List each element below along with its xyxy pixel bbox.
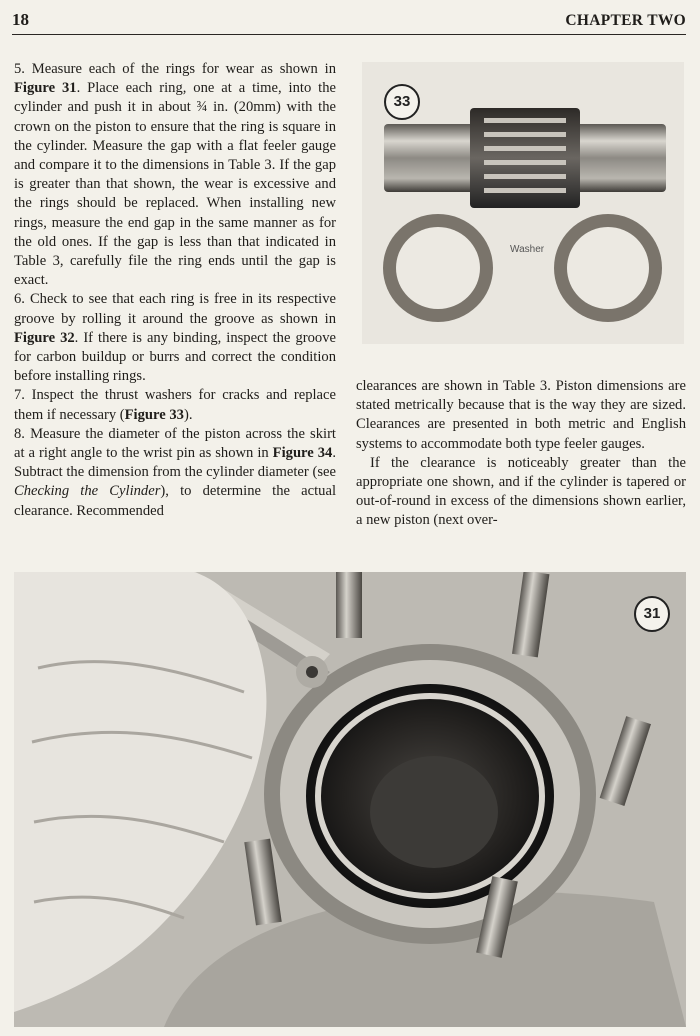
- left-column: [14, 60, 336, 521]
- figure-ref: Figure 34: [272, 445, 333, 462]
- page-header: [12, 8, 686, 35]
- step-8-paragraph: 8. Measure the diameter of the piston across the skirt at a right angle to the wrist pin as shown in Figure 34. Subtract the dimension from the cylinder diameter (see Checking the Cylinder), to determine the actual clearance. Recommended: [14, 425, 337, 519]
- page-number: 18: [12, 10, 29, 29]
- figure-ref: Figure 31: [14, 80, 77, 97]
- section-ref: Checking the Cylinder: [14, 483, 161, 500]
- figure-33-label: 33: [384, 84, 420, 120]
- piston-paragraph: If the clearance is noticeably greater than the appropriate one shown, and if the cylinder is tapered or out-of-round in excess of the dimensions shown earlier, a new piston (next over-: [356, 454, 686, 529]
- step-6-paragraph: 6. Check to see that each ring is free in its respective groove by rolling it around the groove as shown in Figure 32. If there is any binding, inspect the groove for carbon buildup or burrs and correct the condition before installing rings.: [14, 291, 336, 385]
- figure-ref: Figure 32: [14, 329, 75, 346]
- step-7-paragraph: 7. Inspect the thrust washers for cracks and replace them if necessary (Figure 33).: [14, 387, 336, 423]
- chapter-title: CHAPTER TWO: [565, 12, 686, 29]
- right-column: [356, 377, 686, 531]
- figure-ref: Figure 33: [124, 406, 184, 423]
- figure-31-photo: [14, 572, 686, 1027]
- cylinder-ring-gap-illustration: [14, 572, 686, 1027]
- washer-label: Washer: [510, 244, 545, 255]
- figure-31-label: 31: [634, 596, 670, 632]
- figure-33-photo: [362, 62, 684, 344]
- clearance-paragraph: clearances are shown in Table 3. Piston dimensions are stated metrically because that is the way they are sized. Clearances are presented in both metric and English systems to accommodate both type feeler gauges.: [356, 378, 686, 452]
- step-5-paragraph: 5. Measure each of the rings for wear as shown in Figure 31. Place each ring, one at a time, into the cylinder and push it in about ¾ in. (20mm) with the crown on the piston to ensure that the ring is square in the cylinder. Measure the gap with a flat feeler gauge and compare it to the dimensions in Table 3. If the gap is greater than that shown, the wear is excessive and the rings should be replaced. When installing new rings, measure the end gap in the same manner as for the old ones. If the gap is less than that indicated in Table 3, carefully file the ring ends until the gap is exact.: [14, 61, 336, 289]
